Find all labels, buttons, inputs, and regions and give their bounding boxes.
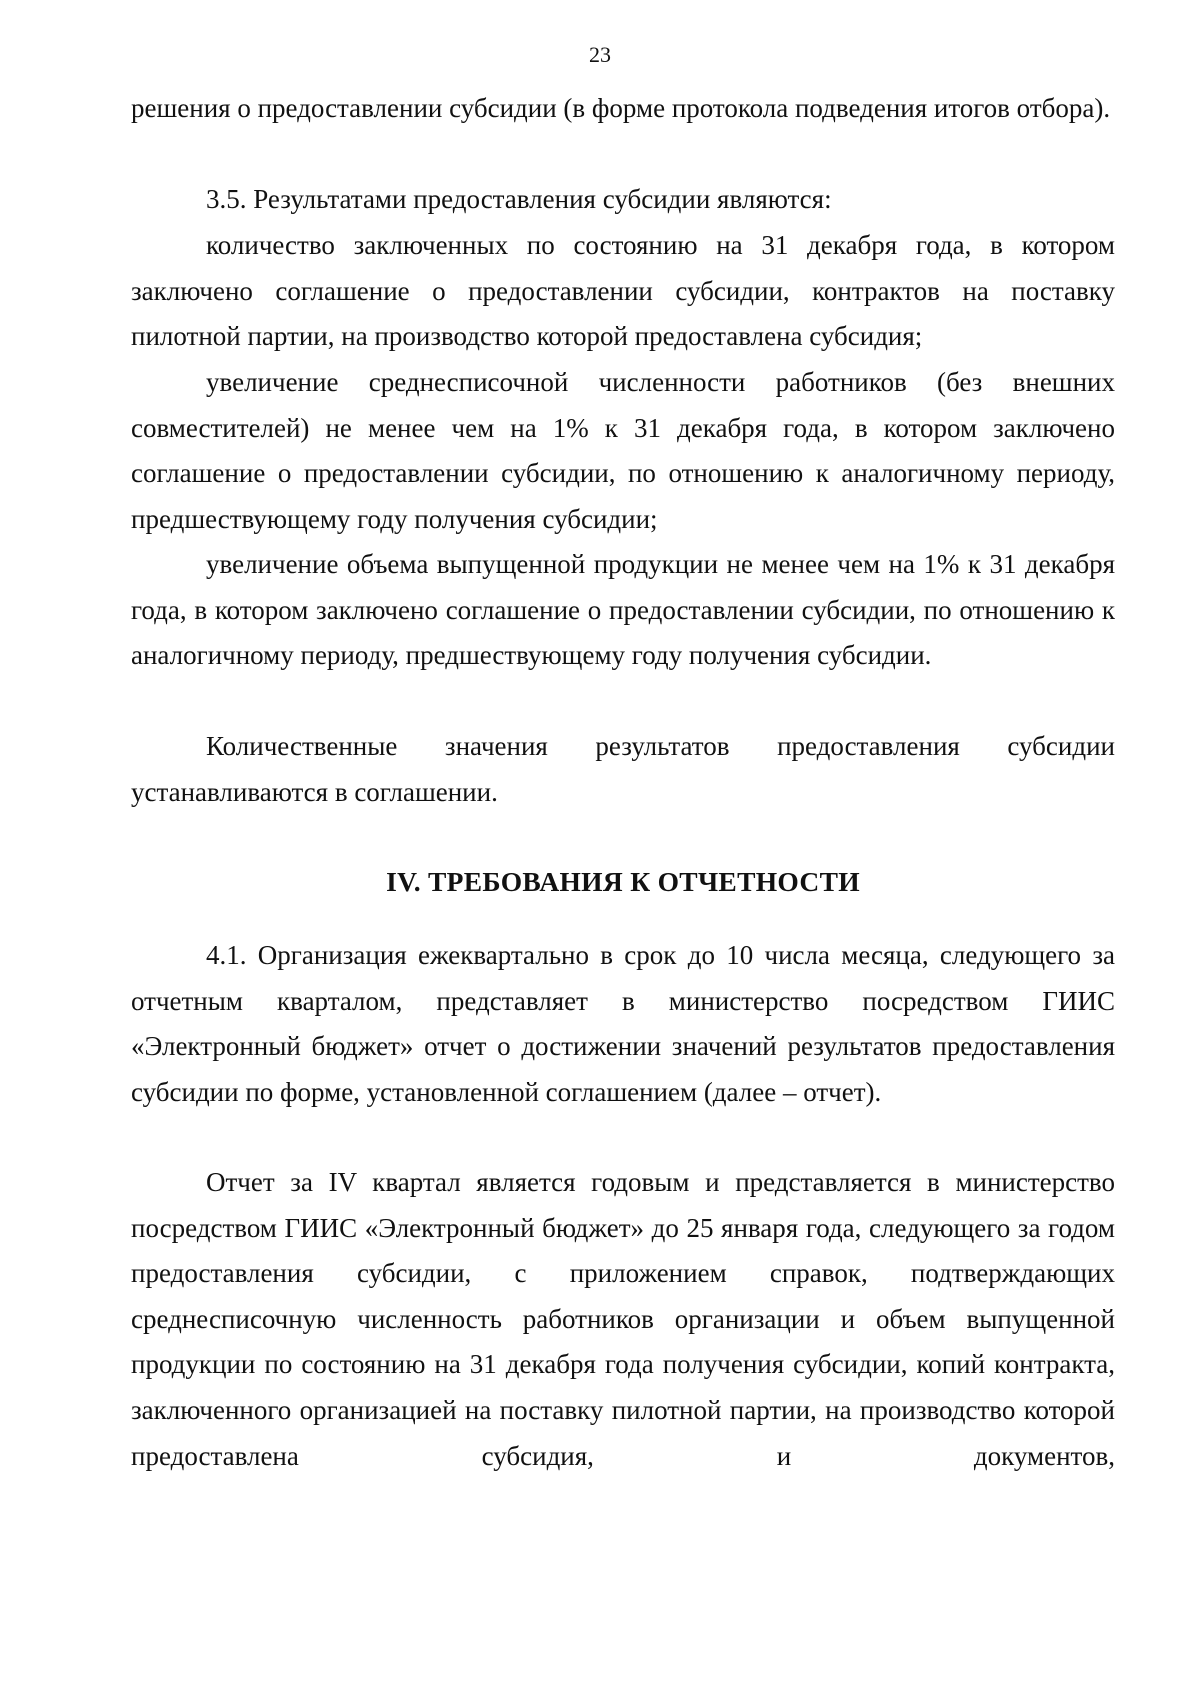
results-closing: Количественные значения результатов предоставления субсидии устанавливаются в соглашении. — [131, 731, 1115, 807]
result-item-headcount: увеличение среднесписочной численности работников (без внешних совместителей) не менее чем на 1% к 31 декабря года, в котором заключено соглашение о предоставлении субсидии, по отношению к аналогичному периоду, предшествующему году получения субсидии; — [131, 367, 1115, 534]
section-heading: IV. ТРЕБОВАНИЯ К ОТЧЕТНОСТИ — [386, 866, 860, 897]
result-item-contracts: количество заключенных по состоянию на 31 декабря года, в котором заключено соглашение о предоставлении субсидии, контрактов на поставку пилотной партии, на производство которой предоставлена субсидия; — [131, 230, 1115, 352]
page-number: 23 — [589, 42, 611, 67]
paragraph-4-1: 4.1. Организация ежеквартально в срок до 10 числа месяца, следующего за отчетным кварталом, представляет в министерство посредством ГИИС «Электронный бюджет» отчет о достижении значений результатов предоставления субсидии по форме, установленной соглашением (далее – отчет). — [131, 940, 1115, 1107]
paragraph-annual-report: Отчет за IV квартал является годовым и представляется в министерство посредством ГИИС «Электронный бюджет» до 25 января года, следующего за годом предоставления субсидии, с приложением справок, подтверждающих среднесписочную численность работников организации и объем выпущенной продукции по состоянию на 31 декабря года получения субсидии, копий контракта, заключенного организацией на поставку пилотной партии, на производство которой предоставлена субсидия, и документов, — [131, 1167, 1115, 1471]
result-item-output: увеличение объема выпущенной продукции не менее чем на 1% к 31 декабря года, в котором заключено соглашение о предоставлении субсидии, по отношению к аналогичному периоду, предшествующему году получения субсидии. — [131, 549, 1115, 671]
scan-mark — [1034, 1614, 1050, 1616]
results-intro: 3.5. Результатами предоставления субсидии являются: — [206, 184, 832, 214]
continuation-paragraph: решения о предоставлении субсидии (в форме протокола подведения итогов отбора). — [131, 93, 1111, 123]
